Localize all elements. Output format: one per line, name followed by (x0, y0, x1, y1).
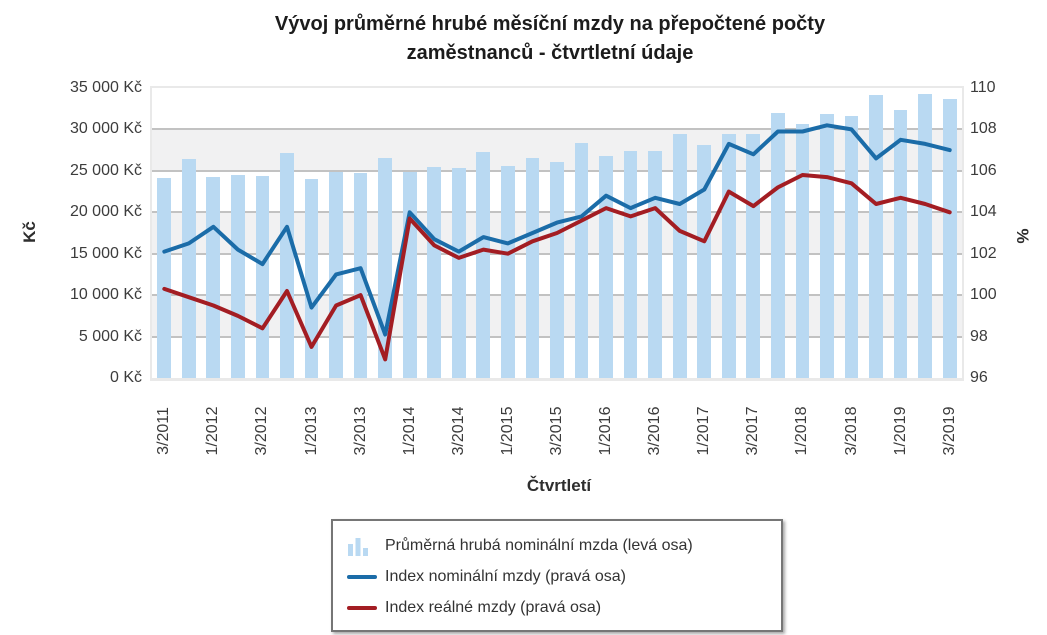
real-index-line (164, 175, 949, 359)
right-axis-tick-label: 110 (970, 79, 996, 96)
left-axis-tick-label: 30 000 Kč (69, 120, 142, 138)
left-axis-tick-label: 15 000 Kč (69, 244, 142, 262)
legend-item-nominal-index[interactable] (347, 561, 773, 592)
line-series-layer (152, 88, 962, 378)
x-axis-tick-label: 3/2017 (744, 406, 762, 456)
plot-inner (152, 88, 962, 378)
x-axis-tick-label: 1/2013 (302, 406, 320, 456)
left-axis-tick-label: 0 Kč (109, 369, 142, 386)
x-axis-tick-label: 3/2013 (351, 406, 369, 456)
x-axis-tick-label: 1/2017 (695, 406, 713, 456)
line-series-icon-nominal (347, 575, 379, 579)
legend-label: Index nominální mzdy (pravá osa) (385, 567, 626, 585)
line-series-icon-real (347, 606, 379, 610)
x-axis-tick-label: 1/2019 (891, 406, 909, 456)
right-axis-title: % (1013, 228, 1032, 244)
x-axis-tick-label: 3/2011 (155, 407, 173, 455)
left-axis-tick-label: 35 000 Kč (69, 79, 142, 96)
x-axis-tick-label: 3/2015 (548, 406, 565, 456)
legend-label: Index reálné mzdy (pravá osa) (385, 598, 602, 616)
x-axis-tick-label: 1/2015 (498, 406, 516, 456)
chart-title (55, 10, 1045, 68)
x-axis-title: Čtvrtletí (526, 476, 592, 495)
right-axis-tick-label: 100 (970, 286, 997, 304)
x-axis-tick-label: 3/2016 (646, 406, 664, 456)
right-axis-tick-label: 106 (970, 161, 997, 179)
x-axis-tick-label: 1/2012 (204, 406, 222, 456)
x-axis-tick-label: 3/2018 (842, 406, 860, 456)
x-axis-tick-label: 3/2014 (449, 406, 467, 456)
legend (331, 519, 783, 632)
left-axis-tick-label: 5 000 Kč (78, 327, 142, 345)
right-axis-tick-label: 108 (970, 120, 997, 138)
left-axis-tick-label: 10 000 Kč (69, 286, 142, 304)
right-axis-tick-label: 96 (970, 369, 988, 386)
x-axis-tick-label: 1/2016 (597, 406, 615, 456)
chart-title-line2: zaměstnanců - čtvrtletní údaje (406, 42, 694, 64)
plot-area (150, 86, 964, 381)
right-axis-tick-label: 98 (970, 327, 988, 345)
left-axis-tick-label: 25 000 Kč (69, 161, 142, 179)
left-axis-tick-label: 20 000 Kč (69, 203, 142, 221)
x-axis-tick-label: 1/2018 (793, 406, 811, 456)
right-axis-tick-label: 102 (970, 244, 997, 262)
legend-item-real-index[interactable] (347, 592, 773, 623)
legend-item-bars[interactable] (347, 530, 773, 561)
left-axis-title: Kč (20, 221, 39, 243)
bar-series-icon (347, 535, 379, 557)
x-axis-tick-label: 1/2014 (400, 406, 418, 456)
nominal-index-line (164, 125, 949, 334)
right-axis-tick-label: 104 (970, 203, 997, 221)
chart-title-line1: Vývoj průměrné hrubé měsíční mzdy na přepočtené počty (274, 13, 826, 35)
legend-label: Průměrná hrubá nominální mzda (levá osa) (385, 536, 693, 554)
x-axis-tick-label: 3/2012 (253, 406, 271, 456)
x-axis-tick-label: 3/2019 (940, 406, 958, 456)
